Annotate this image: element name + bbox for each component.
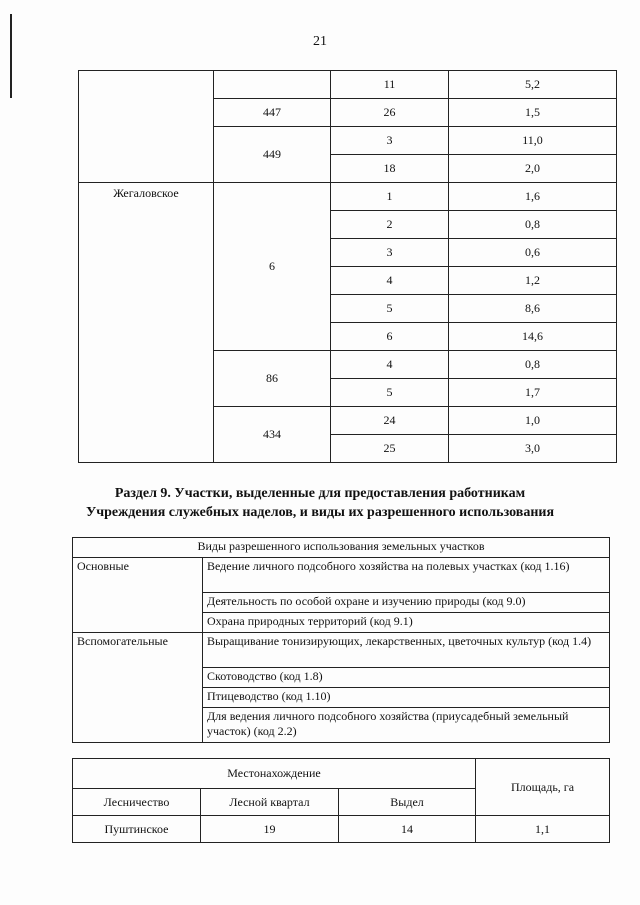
use-item: Птицеводство (код 1.10) xyxy=(203,688,610,708)
col-plot: Выдел xyxy=(339,789,476,816)
plot-cell: 11 xyxy=(331,71,449,99)
area-cell: 0,8 xyxy=(449,351,617,379)
area-cell: 0,8 xyxy=(449,211,617,239)
plots-table-continued xyxy=(78,70,617,463)
plot-cell: 5 xyxy=(331,379,449,407)
forestry-cell: Жегаловское xyxy=(79,183,214,463)
use-item: Скотоводство (код 1.8) xyxy=(203,668,610,688)
area-cell: 1,5 xyxy=(449,99,617,127)
area-cell: 1,6 xyxy=(449,183,617,211)
plot-cell: 2 xyxy=(331,211,449,239)
row-plot: 14 xyxy=(339,816,476,843)
use-item: Охрана природных территорий (код 9.1) xyxy=(203,613,610,633)
location-header: Местонахождение xyxy=(73,759,476,789)
quarter-cell: 434 xyxy=(214,407,331,463)
aux-uses-label: Вспомогательные xyxy=(73,633,203,743)
margin-line xyxy=(10,14,12,98)
forestry-cell-empty xyxy=(79,71,214,183)
use-item: Выращивание тонизирующих, лекарственных, цветочных культур (код 1.4) xyxy=(203,633,610,668)
quarter-cell: 447 xyxy=(214,99,331,127)
area-cell: 3,0 xyxy=(449,435,617,463)
permitted-uses-table xyxy=(72,537,610,743)
plot-cell: 26 xyxy=(331,99,449,127)
section-title-line2: Учреждения служебных наделов, и виды их разрешенного использования xyxy=(85,505,555,520)
use-item: Деятельность по особой охране и изучению природы (код 9.0) xyxy=(203,593,610,613)
plot-cell: 3 xyxy=(331,127,449,155)
row-quarter: 19 xyxy=(201,816,339,843)
plot-cell: 3 xyxy=(331,239,449,267)
area-cell: 1,2 xyxy=(449,267,617,295)
plot-cell: 24 xyxy=(331,407,449,435)
quarter-cell: 86 xyxy=(214,351,331,407)
row-area: 1,1 xyxy=(476,816,610,843)
area-cell: 8,6 xyxy=(449,295,617,323)
area-cell: 2,0 xyxy=(449,155,617,183)
plot-cell: 18 xyxy=(331,155,449,183)
plot-cell: 4 xyxy=(331,267,449,295)
area-cell: 1,0 xyxy=(449,407,617,435)
area-cell: 14,6 xyxy=(449,323,617,351)
area-header: Площадь, га xyxy=(476,759,610,816)
plot-cell: 6 xyxy=(331,323,449,351)
plot-cell: 1 xyxy=(331,183,449,211)
use-item: Ведение личного подсобного хозяйства на полевых участках (код 1.16) xyxy=(203,558,610,593)
plot-cell: 4 xyxy=(331,351,449,379)
quarter-cell: 6 xyxy=(214,183,331,351)
page-number: 21 xyxy=(313,34,327,49)
quarter-cell: 449 xyxy=(214,127,331,183)
area-cell: 11,0 xyxy=(449,127,617,155)
area-cell: 5,2 xyxy=(449,71,617,99)
col-forestry: Лесничество xyxy=(73,789,201,816)
main-uses-label: Основные xyxy=(73,558,203,633)
section-title-line1: Раздел 9. Участки, выделенные для предоставления работникам xyxy=(114,486,526,501)
col-quarter: Лесной квартал xyxy=(201,789,339,816)
plot-cell: 25 xyxy=(331,435,449,463)
use-item: Для ведения личного подсобного хозяйства (приусадебный земельный участок) (код 2.2) xyxy=(203,708,610,743)
uses-header: Виды разрешенного использования земельных участков xyxy=(73,538,610,558)
plot-cell: 5 xyxy=(331,295,449,323)
location-table xyxy=(72,758,610,843)
quarter-cell xyxy=(214,71,331,99)
row-forestry: Пуштинское xyxy=(73,816,201,843)
area-cell: 0,6 xyxy=(449,239,617,267)
area-cell: 1,7 xyxy=(449,379,617,407)
